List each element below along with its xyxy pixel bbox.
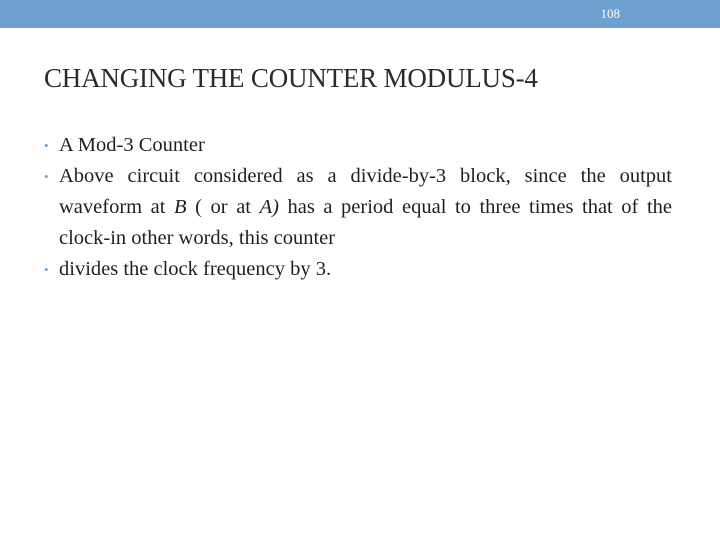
bullet-marker: • bbox=[44, 262, 49, 277]
header-band bbox=[0, 0, 720, 28]
variable-a: A) bbox=[259, 196, 279, 218]
variable-b: B bbox=[174, 196, 187, 218]
bullet-text-part1: Above circuit considered as a divide-by-3 block, since the output waveform at bbox=[59, 165, 672, 218]
bullet-text-part3: has a period equal to three times that of the clock-in other words, this counter bbox=[59, 196, 672, 249]
slide-number: 108 bbox=[600, 6, 620, 21]
bullet-item-divides-clock bbox=[44, 254, 672, 285]
bullet-item-divide-by-3 bbox=[44, 161, 672, 254]
slide-title: CHANGING THE COUNTER MODULUS-4 bbox=[44, 63, 538, 93]
bullet-text: divides the clock frequency by 3. bbox=[59, 258, 332, 280]
bullet-marker: • bbox=[44, 138, 49, 153]
bullet-list bbox=[44, 130, 672, 285]
bullet-marker: • bbox=[44, 169, 49, 184]
bullet-text-part2: ( or at bbox=[186, 196, 260, 218]
bullet-text: A Mod-3 Counter bbox=[59, 134, 205, 156]
bullet-item-mod3-counter bbox=[44, 130, 672, 161]
